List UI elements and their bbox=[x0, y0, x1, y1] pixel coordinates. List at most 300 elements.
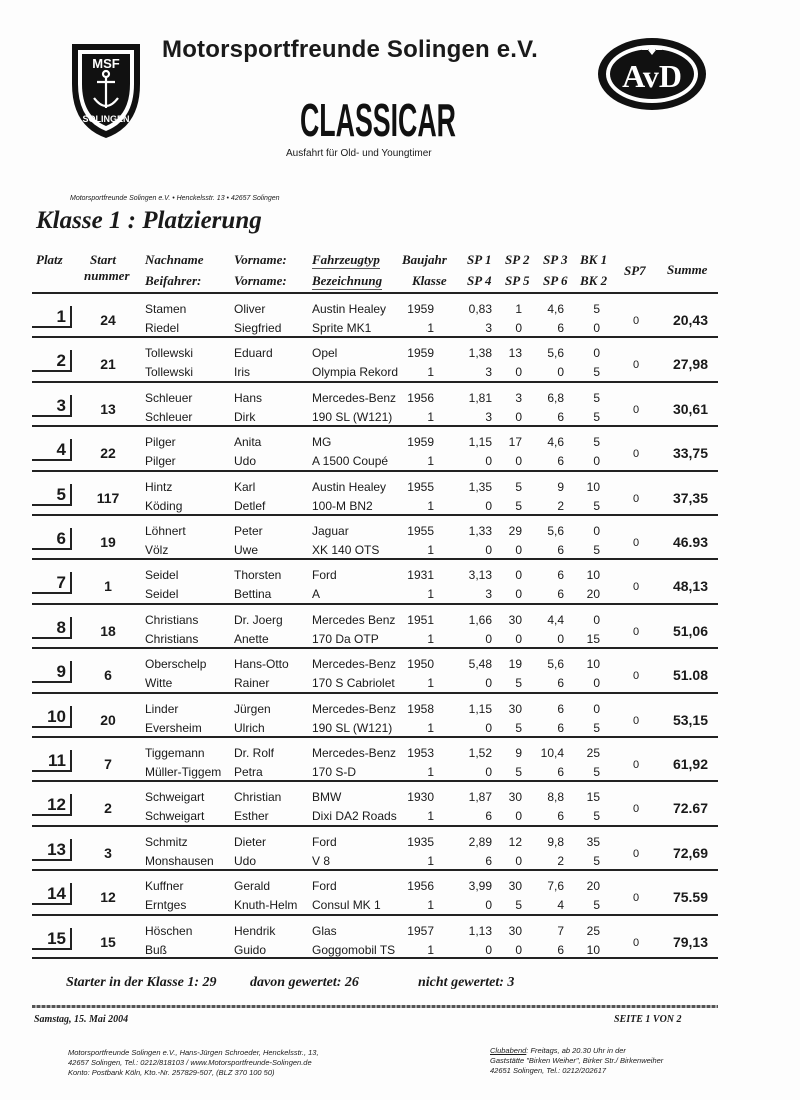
sp4-value: 6 bbox=[485, 853, 492, 868]
sp6-value: 6 bbox=[557, 942, 564, 957]
vehicle-designation: Olympia Rekord bbox=[312, 365, 399, 380]
sp7-value: 0 bbox=[632, 625, 640, 638]
sp6-value: 6 bbox=[557, 409, 564, 424]
sp1-value: 0,83 bbox=[468, 302, 492, 316]
build-year: 1956 bbox=[407, 879, 434, 894]
header-klasse: Klasse bbox=[412, 273, 447, 288]
placement-box bbox=[32, 395, 72, 417]
bk2-value: 5 bbox=[593, 720, 600, 735]
placement-bar bbox=[70, 750, 72, 772]
start-number: 21 bbox=[100, 356, 116, 373]
sp7-value: 0 bbox=[632, 359, 640, 372]
vehicle-type: Jaguar bbox=[312, 524, 349, 538]
bk2-value: 0 bbox=[593, 321, 600, 335]
vehicle-type: Ford bbox=[312, 834, 337, 849]
placement-box bbox=[32, 928, 72, 950]
table-row bbox=[0, 603, 800, 647]
placement-number: 2 bbox=[56, 351, 66, 371]
table-row bbox=[0, 425, 800, 469]
placement-bar bbox=[70, 883, 72, 905]
codriver-firstname: Bettina bbox=[234, 587, 272, 602]
table-bottom-rule bbox=[32, 957, 718, 959]
header-bk2: BK 2 bbox=[580, 273, 608, 288]
vehicle-class: 1 bbox=[427, 321, 434, 335]
club-evening-time: : Freitags, ab 20.30 Uhr in der bbox=[526, 1046, 626, 1055]
driver-firstname: Gerald bbox=[234, 879, 271, 894]
vehicle-designation: 170 S-D bbox=[312, 765, 357, 779]
placement-number: 10 bbox=[47, 706, 66, 726]
contact-line-3: Konto: Postbank Köln, Kto.-Nr. 257829-507, (BLZ 370 100 50) bbox=[68, 1068, 275, 1077]
sp6-value: 4 bbox=[557, 898, 564, 913]
row-separator bbox=[32, 292, 718, 294]
build-year: 1959 bbox=[407, 346, 434, 361]
build-year: 1955 bbox=[407, 479, 434, 494]
bk1-value: 5 bbox=[593, 435, 600, 450]
sp4-value: 6 bbox=[485, 809, 492, 824]
sp7-value: 0 bbox=[632, 803, 640, 816]
total-sum: 51,06 bbox=[672, 622, 708, 639]
codriver-lastname: Buß bbox=[145, 942, 168, 957]
header-sp3: SP 3 bbox=[543, 252, 568, 267]
codriver-lastname: Riedel bbox=[145, 321, 180, 335]
vehicle-type: MG bbox=[312, 435, 332, 450]
sp5-value: 0 bbox=[515, 409, 522, 424]
vehicle-type: Austin Healey bbox=[312, 302, 387, 316]
sp6-value: 6 bbox=[557, 454, 564, 469]
row-separator bbox=[32, 692, 718, 694]
start-number: 13 bbox=[100, 400, 116, 417]
bk1-value: 10 bbox=[586, 568, 600, 583]
vehicle-designation: Dixi DA2 Roads bbox=[312, 809, 397, 824]
bk1-value: 10 bbox=[586, 479, 600, 494]
placement-box bbox=[32, 439, 72, 461]
bk1-value: 35 bbox=[586, 834, 600, 849]
placement-underline bbox=[32, 415, 72, 417]
sp6-value: 6 bbox=[557, 543, 564, 557]
sp1-value: 1,13 bbox=[468, 923, 492, 938]
vehicle-type: Mercedes Benz bbox=[312, 612, 396, 627]
placement-box bbox=[32, 883, 72, 905]
table-row bbox=[0, 292, 800, 336]
sp7-value: 0 bbox=[632, 448, 640, 461]
total-sum: 75.59 bbox=[672, 889, 708, 906]
total-sum: 79,13 bbox=[672, 933, 708, 950]
build-year: 1959 bbox=[407, 302, 434, 316]
row-separator bbox=[32, 470, 718, 472]
vehicle-designation: V 8 bbox=[312, 853, 331, 868]
build-year: 1955 bbox=[407, 524, 434, 538]
codriver-lastname: Völz bbox=[145, 543, 169, 557]
start-number: 6 bbox=[104, 667, 112, 684]
sp2-value: 12 bbox=[508, 834, 522, 849]
sp5-value: 5 bbox=[515, 898, 522, 913]
codriver-firstname: Iris bbox=[234, 365, 250, 380]
placement-bar bbox=[70, 528, 72, 550]
sp6-value: 6 bbox=[557, 765, 564, 779]
codriver-lastname: Monshausen bbox=[145, 853, 214, 868]
header-vorname-2: Vorname: bbox=[234, 273, 287, 288]
placement-number: 3 bbox=[56, 395, 66, 415]
sp3-value: 7 bbox=[557, 923, 564, 938]
driver-lastname: Oberschelp bbox=[145, 657, 207, 672]
sp5-value: 5 bbox=[515, 498, 522, 513]
start-number: 15 bbox=[100, 933, 116, 950]
placement-number: 13 bbox=[47, 839, 66, 859]
vehicle-class: 1 bbox=[427, 543, 434, 557]
bk2-value: 5 bbox=[593, 765, 600, 779]
placement-number: 7 bbox=[56, 573, 66, 593]
header-platz: Platz bbox=[36, 252, 63, 267]
vehicle-type: Mercedes-Benz bbox=[312, 657, 397, 672]
vehicle-designation: A bbox=[312, 587, 321, 602]
svg-text:AvD: AvD bbox=[622, 58, 682, 94]
bk2-value: 5 bbox=[593, 365, 600, 380]
sp5-value: 0 bbox=[515, 321, 522, 335]
placement-underline bbox=[32, 326, 72, 328]
sp4-value: 0 bbox=[485, 454, 492, 469]
codriver-firstname: Guido bbox=[234, 942, 267, 957]
vehicle-class: 1 bbox=[427, 809, 434, 824]
placement-box bbox=[32, 794, 72, 816]
sp4-value: 0 bbox=[485, 676, 492, 691]
sp5-value: 0 bbox=[515, 543, 522, 557]
driver-lastname: Höschen bbox=[145, 923, 193, 938]
placement-bar bbox=[70, 306, 72, 328]
placement-bar bbox=[70, 839, 72, 861]
driver-firstname: Hans bbox=[234, 390, 263, 405]
placement-number: 11 bbox=[48, 751, 66, 770]
sp2-value: 30 bbox=[508, 923, 522, 938]
sp1-value: 1,87 bbox=[468, 790, 492, 805]
row-separator bbox=[32, 558, 718, 560]
driver-lastname: Stamen bbox=[145, 302, 187, 316]
sp5-value: 0 bbox=[515, 853, 522, 868]
sp6-value: 6 bbox=[557, 587, 564, 602]
start-number: 24 bbox=[100, 312, 116, 328]
sp6-value: 2 bbox=[557, 498, 564, 513]
row-separator bbox=[32, 914, 718, 916]
sp4-value: 0 bbox=[485, 543, 492, 557]
sp3-value: 5,6 bbox=[547, 657, 564, 672]
codriver-lastname: Christians bbox=[145, 631, 199, 646]
vehicle-class: 1 bbox=[427, 720, 434, 735]
club-evening-line-3: 42651 Solingen, Tel.: 0212/202617 bbox=[490, 1066, 607, 1075]
driver-lastname: Tiggemann bbox=[145, 746, 205, 760]
msf-logo-bottom-text: SOLINGEN bbox=[82, 114, 130, 124]
sp6-value: 6 bbox=[557, 809, 564, 824]
build-year: 1956 bbox=[407, 390, 434, 405]
vehicle-designation: Consul MK 1 bbox=[312, 898, 381, 913]
header-bk1: BK 1 bbox=[580, 252, 608, 267]
driver-firstname: Thorsten bbox=[234, 568, 282, 583]
table-row bbox=[0, 914, 800, 958]
driver-firstname: Peter bbox=[234, 524, 263, 538]
sp5-value: 5 bbox=[515, 765, 522, 779]
placement-number: 9 bbox=[56, 662, 66, 682]
bk2-value: 5 bbox=[593, 498, 600, 513]
driver-lastname: Löhnert bbox=[145, 524, 186, 538]
vehicle-class: 1 bbox=[427, 631, 434, 646]
driver-lastname: Seidel bbox=[145, 568, 179, 583]
header-start: Start bbox=[90, 252, 117, 267]
bk1-value: 0 bbox=[593, 524, 600, 538]
codriver-firstname: Siegfried bbox=[234, 321, 282, 335]
sp3-value: 9 bbox=[557, 479, 564, 494]
bk2-value: 0 bbox=[593, 676, 600, 691]
sp4-value: 3 bbox=[485, 365, 492, 380]
club-evening-line-2: Gaststätte "Birken Weiher", Birker Str./ Birkenweiher bbox=[490, 1056, 664, 1065]
start-number: 7 bbox=[104, 756, 112, 772]
bk1-value: 0 bbox=[593, 346, 600, 361]
sp1-value: 1,15 bbox=[468, 701, 492, 716]
placement-bar bbox=[70, 661, 72, 683]
bk2-value: 15 bbox=[586, 631, 600, 646]
sp7-value: 0 bbox=[632, 936, 640, 949]
driver-firstname: Hans-Otto bbox=[234, 657, 289, 672]
placement-number: 1 bbox=[56, 307, 66, 326]
placement-bar bbox=[70, 484, 72, 506]
placement-underline bbox=[32, 459, 72, 461]
vehicle-designation: 190 SL (W121) bbox=[312, 720, 393, 735]
placement-box bbox=[32, 706, 72, 728]
codriver-firstname: Petra bbox=[234, 765, 263, 779]
sp2-value: 13 bbox=[508, 346, 522, 361]
header-beifahrer: Beifahrer: bbox=[145, 273, 202, 288]
driver-lastname: Pilger bbox=[145, 435, 176, 450]
placement-underline bbox=[32, 637, 72, 639]
vehicle-type: BMW bbox=[312, 790, 342, 805]
total-sum: 72,69 bbox=[672, 844, 708, 861]
vehicle-designation: XK 140 OTS bbox=[312, 543, 380, 557]
placement-bar bbox=[70, 617, 72, 639]
sp3-value: 9,8 bbox=[547, 834, 564, 849]
total-sum: 27,98 bbox=[672, 356, 708, 373]
driver-lastname: Hintz bbox=[145, 479, 173, 494]
sp1-value: 1,15 bbox=[468, 435, 492, 450]
vehicle-type: Mercedes-Benz bbox=[312, 701, 397, 716]
codriver-lastname: Eversheim bbox=[145, 720, 202, 735]
row-separator bbox=[32, 336, 718, 338]
total-sum: 72.67 bbox=[672, 800, 708, 817]
placement-underline bbox=[32, 903, 72, 905]
sp1-value: 1,52 bbox=[468, 746, 492, 760]
sp5-value: 5 bbox=[515, 720, 522, 735]
bk2-value: 5 bbox=[593, 853, 600, 868]
club-name: Motorsportfreunde Solingen e.V. bbox=[162, 36, 539, 63]
row-separator bbox=[32, 869, 718, 871]
placement-bar bbox=[70, 395, 72, 417]
placement-box bbox=[32, 839, 72, 861]
table-row bbox=[0, 692, 800, 736]
placement-bar bbox=[70, 350, 72, 372]
bk1-value: 5 bbox=[593, 302, 600, 316]
total-sum: 30,61 bbox=[672, 400, 708, 417]
placement-number: 6 bbox=[56, 529, 66, 548]
total-sum: 20,43 bbox=[672, 312, 708, 328]
row-separator bbox=[32, 603, 718, 605]
codriver-lastname: Pilger bbox=[145, 454, 176, 469]
placement-number: 4 bbox=[56, 440, 66, 460]
sp1-value: 1,66 bbox=[468, 612, 492, 627]
header-baujahr: Baujahr bbox=[402, 252, 447, 267]
bk2-value: 0 bbox=[593, 454, 600, 469]
codriver-lastname: Müller-Tiggem bbox=[145, 765, 222, 779]
table-row bbox=[0, 869, 800, 913]
page-number: SEITE 1 VON 2 bbox=[614, 1014, 682, 1025]
placement-box bbox=[32, 306, 72, 328]
placement-underline bbox=[32, 814, 72, 816]
starter-count: Starter in der Klasse 1: 29 bbox=[66, 975, 217, 990]
sp6-value: 6 bbox=[557, 720, 564, 735]
sp2-value: 0 bbox=[515, 568, 522, 583]
header-summe: Summe bbox=[667, 262, 708, 277]
contact-line-2: 42657 Solingen, Tel.: 0212/818103 / www.Motorsportfreunde-Solingen.de bbox=[68, 1058, 312, 1067]
driver-lastname: Tollewski bbox=[145, 346, 194, 361]
start-number: 117 bbox=[96, 489, 120, 506]
sp3-value: 6 bbox=[557, 701, 564, 716]
address-line: Motorsportfreunde Solingen e.V. • Henckelsstr. 13 • 42657 Solingen bbox=[70, 195, 280, 202]
sp5-value: 0 bbox=[515, 631, 522, 646]
driver-firstname: Anita bbox=[234, 435, 262, 450]
club-contact bbox=[68, 1048, 319, 1078]
total-sum: 46.93 bbox=[672, 534, 708, 550]
sp1-value: 1,35 bbox=[468, 479, 492, 494]
table-row bbox=[0, 514, 800, 558]
sp6-value: 0 bbox=[557, 365, 564, 380]
codriver-lastname: Seidel bbox=[145, 587, 179, 602]
sp3-value: 10,4 bbox=[540, 746, 564, 760]
codriver-firstname: Detlef bbox=[234, 498, 266, 513]
club-evening-info bbox=[490, 1046, 663, 1076]
sp7-value: 0 bbox=[632, 537, 640, 549]
vehicle-designation: Sprite MK1 bbox=[312, 321, 372, 335]
sp3-value: 7,6 bbox=[547, 879, 564, 894]
sp1-value: 3,13 bbox=[468, 568, 492, 583]
header-sp2: SP 2 bbox=[505, 252, 530, 267]
sp7-value: 0 bbox=[632, 403, 640, 416]
footer-divider bbox=[32, 1005, 718, 1008]
build-year: 1950 bbox=[407, 657, 434, 672]
placement-underline bbox=[32, 948, 72, 950]
sp3-value: 8,8 bbox=[547, 790, 564, 805]
bk1-value: 25 bbox=[586, 746, 600, 760]
codriver-firstname: Esther bbox=[234, 809, 269, 824]
sp4-value: 0 bbox=[485, 942, 492, 957]
driver-firstname: Jürgen bbox=[234, 701, 271, 716]
vehicle-class: 1 bbox=[427, 942, 434, 957]
row-separator bbox=[32, 381, 718, 383]
vehicle-class: 1 bbox=[427, 587, 434, 602]
sp5-value: 5 bbox=[515, 676, 522, 691]
sp2-value: 30 bbox=[508, 790, 522, 805]
vehicle-class: 1 bbox=[427, 498, 434, 513]
codriver-firstname: Dirk bbox=[234, 409, 256, 424]
header-sp1: SP 1 bbox=[467, 252, 492, 267]
sp4-value: 0 bbox=[485, 498, 492, 513]
driver-lastname: Kuffner bbox=[145, 879, 184, 894]
codriver-firstname: Knuth-Helm bbox=[234, 898, 298, 913]
placement-bar bbox=[70, 439, 72, 461]
sp1-value: 5,48 bbox=[468, 657, 492, 672]
bk2-value: 5 bbox=[593, 543, 600, 557]
driver-firstname: Christian bbox=[234, 790, 282, 805]
bk1-value: 5 bbox=[593, 390, 600, 405]
driver-firstname: Dr. Rolf bbox=[234, 746, 275, 760]
bk2-value: 20 bbox=[586, 587, 600, 602]
table-row bbox=[0, 336, 800, 380]
header-sp6: SP 6 bbox=[543, 273, 568, 288]
sp2-value: 30 bbox=[508, 879, 522, 894]
placement-number: 15 bbox=[47, 928, 66, 948]
sp3-value: 5,6 bbox=[547, 524, 564, 538]
placement-underline bbox=[32, 504, 72, 506]
placement-underline bbox=[32, 726, 72, 728]
vehicle-class: 1 bbox=[427, 676, 434, 691]
sp3-value: 6 bbox=[557, 568, 564, 583]
sp2-value: 17 bbox=[508, 435, 522, 450]
bk2-value: 5 bbox=[593, 809, 600, 824]
vehicle-type: Ford bbox=[312, 568, 337, 583]
placement-box bbox=[32, 572, 72, 594]
total-sum: 61,92 bbox=[672, 756, 708, 772]
codriver-firstname: Anette bbox=[234, 631, 269, 646]
sp5-value: 0 bbox=[515, 587, 522, 602]
header-bezeichnung: Bezeichnung bbox=[312, 273, 383, 288]
table-row bbox=[0, 736, 800, 780]
sp5-value: 0 bbox=[515, 365, 522, 380]
codriver-lastname: Köding bbox=[145, 498, 183, 513]
sp2-value: 3 bbox=[515, 390, 522, 405]
codriver-firstname: Udo bbox=[234, 853, 257, 868]
sp3-value: 4,4 bbox=[547, 612, 564, 627]
total-sum: 53,15 bbox=[672, 711, 708, 728]
sp2-value: 30 bbox=[508, 612, 522, 627]
table-row bbox=[0, 470, 800, 514]
sp1-value: 3,99 bbox=[468, 879, 492, 894]
vehicle-type: Austin Healey bbox=[312, 479, 387, 494]
placement-box bbox=[32, 617, 72, 639]
codriver-lastname: Erntges bbox=[145, 898, 187, 913]
placement-number: 8 bbox=[56, 617, 66, 637]
vehicle-designation: Goggomobil TS bbox=[312, 942, 396, 957]
table-row bbox=[0, 780, 800, 824]
vehicle-class: 1 bbox=[427, 454, 434, 469]
driver-firstname: Oliver bbox=[234, 302, 266, 316]
header-fahrzeugtyp: Fahrzeugtyp bbox=[312, 252, 380, 267]
sp2-value: 9 bbox=[515, 746, 522, 760]
sp5-value: 0 bbox=[515, 454, 522, 469]
start-number: 20 bbox=[100, 711, 116, 728]
driver-lastname: Schmitz bbox=[145, 834, 188, 849]
bk2-value: 10 bbox=[586, 942, 600, 957]
start-number: 19 bbox=[100, 534, 116, 550]
vehicle-type: Opel bbox=[312, 346, 338, 361]
scored-count: davon gewertet: 26 bbox=[250, 975, 359, 990]
sp4-value: 0 bbox=[485, 720, 492, 735]
event-subtitle: Ausfahrt für Old- und Youngtimer bbox=[286, 148, 432, 159]
sp1-value: 2,89 bbox=[468, 834, 492, 849]
placement-bar bbox=[70, 794, 72, 816]
placement-underline bbox=[32, 681, 72, 683]
placement-bar bbox=[70, 928, 72, 950]
build-year: 1959 bbox=[407, 435, 434, 450]
event-date: Samstag, 15. Mai 2004 bbox=[34, 1014, 129, 1025]
placement-underline bbox=[32, 859, 72, 861]
placement-bar bbox=[70, 572, 72, 594]
sp4-value: 3 bbox=[485, 409, 492, 424]
bk1-value: 10 bbox=[586, 657, 600, 672]
total-sum: 51.08 bbox=[672, 667, 708, 684]
